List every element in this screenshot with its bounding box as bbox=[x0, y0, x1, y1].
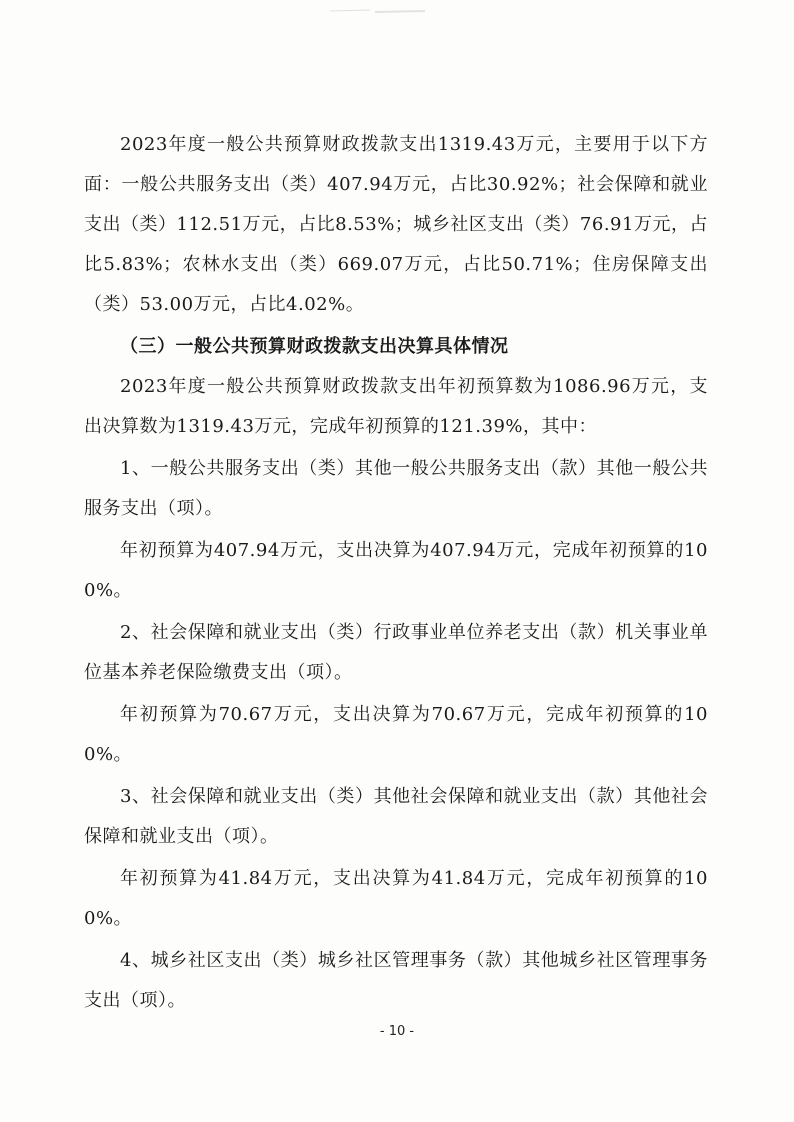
scan-artifact-mark bbox=[330, 6, 440, 16]
item-3-title: 3、社会保障和就业支出（类）其他社会保障和就业支出（款）其他社会保障和就业支出（项）。 bbox=[84, 786, 708, 847]
item-1-detail: 年初预算为407.94万元，支出决算为407.94万元，完成年初预算的100%。 bbox=[84, 540, 708, 601]
paragraph-budget-overview: 2023年度一般公共预算财政拨款支出年初预算数为1086.96万元，支出决算数为1319.43万元，完成年初预算的121.39%，其中： bbox=[84, 376, 708, 437]
paragraph-expenditure-summary: 2023年度一般公共预算财政拨款支出1319.43万元，主要用于以下方面：一般公共服务支出（类）407.94万元，占比30.92%；社会保障和就业支出（类）112.51万元，占比8.53%；城乡社区支出（类）76.91万元，占比5.83%；农林水支出（类）669.07万元，占比50.71%；住房保障支出（类）53.00万元，占比4.02%。 bbox=[84, 134, 708, 315]
section-heading-3: （三）一般公共预算财政拨款支出决算具体情况 bbox=[120, 336, 509, 357]
body-text bbox=[84, 125, 708, 1021]
item-4-title: 4、城乡社区支出（类）城乡社区管理事务（款）其他城乡社区管理事务支出（项）。 bbox=[84, 950, 708, 1011]
item-1-title: 1、一般公共服务支出（类）其他一般公共服务支出（款）其他一般公共服务支出（项）。 bbox=[84, 458, 708, 519]
item-2-title: 2、社会保障和就业支出（类）行政事业单位养老支出（款）机关事业单位基本养老保险缴费支出（项）。 bbox=[84, 622, 708, 683]
page-number: - 10 - bbox=[379, 1024, 415, 1039]
item-2-detail: 年初预算为70.67万元，支出决算为70.67万元，完成年初预算的100%。 bbox=[84, 704, 708, 765]
item-3-detail: 年初预算为41.84万元，支出决算为41.84万元，完成年初预算的100%。 bbox=[84, 868, 708, 929]
